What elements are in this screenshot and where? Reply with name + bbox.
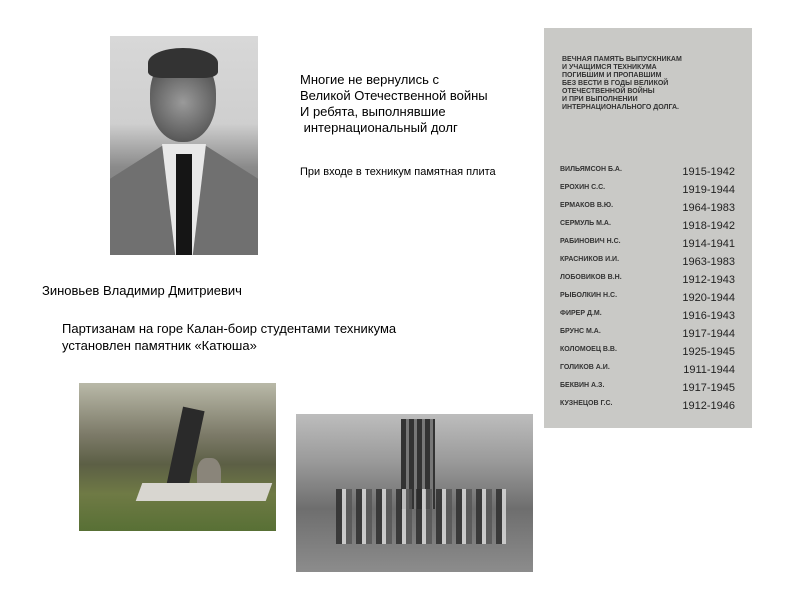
plaque-name: РЫБОЛКИН Н.С. (560, 292, 618, 299)
plaque-name: ЕРОХИН С.С. (560, 184, 606, 191)
plaque-years: 1916-1943 (682, 310, 735, 322)
plaque-name: БРУНС М.А. (560, 328, 601, 335)
plaque-years: 1963-1983 (682, 256, 735, 268)
text-line: Великой Отечественной войны (300, 88, 488, 103)
plaque-years: 1920-1944 (682, 292, 735, 304)
plaque-name: ЛОБОВИКОВ В.Н. (560, 274, 622, 281)
partisan-text (62, 320, 396, 354)
plaque-row (560, 328, 735, 340)
hair (148, 48, 218, 78)
plaque-years: 1964-1983 (682, 202, 735, 214)
plaque-years: 1915-1942 (682, 166, 735, 178)
plaque-name: ГОЛИКОВ А.И. (560, 364, 610, 371)
plaque-row (560, 292, 735, 304)
plaque-years: 1912-1946 (682, 400, 735, 412)
plaque-name: ВИЛЬЯМСОН Б.А. (560, 166, 622, 173)
plaque-years: 1918-1942 (682, 220, 735, 232)
plaque-years: 1917-1944 (682, 328, 735, 340)
plaque-row (560, 274, 735, 286)
plaque-name: ФИРЕР Д.М. (560, 310, 602, 317)
plaque-name: БЕКВИН А.З. (560, 382, 605, 389)
text-line: установлен памятник «Катюша» (62, 338, 257, 353)
monument-photo-color (79, 383, 276, 531)
plaque-name: ЕРМАКОВ В.Ю. (560, 202, 614, 209)
plaque-header-line: И ПРИ ВЫПОЛНЕНИИ (562, 96, 638, 103)
plaque-header-line: ПОГИБШИМ И ПРОПАВШИМ (562, 72, 662, 79)
plaque-row (560, 184, 735, 196)
plaque-name: СЕРМУЛЬ М.А. (560, 220, 611, 227)
plaque-row (560, 346, 735, 358)
plaque-name: КРАСНИКОВ И.И. (560, 256, 620, 263)
portrait-photo (110, 36, 258, 255)
plaque-header-line: БЕЗ ВЕСТИ В ГОДЫ ВЕЛИКОЙ (562, 80, 669, 87)
plaque-years: 1912-1943 (682, 274, 735, 286)
plaque-name: КУЗНЕЦОВ Г.С. (560, 400, 613, 407)
plaque-years: 1917-1945 (682, 382, 735, 394)
plaque-row (560, 238, 735, 250)
person-name: Зиновьев Владимир Дмитриевич (42, 283, 242, 298)
tie (176, 154, 192, 255)
memorial-plaque-photo (544, 28, 752, 428)
plaque-row (560, 166, 735, 178)
plaque-years: 1919-1944 (682, 184, 735, 196)
plaque-years: 1911-1944 (683, 364, 735, 376)
plaque-row (560, 382, 735, 394)
plaque-name: КОЛОМОЕЦ В.В. (560, 346, 617, 353)
plaque-row (560, 220, 735, 232)
monument-base (136, 483, 273, 501)
plaque-header-line: ОТЕЧЕСТВЕННОЙ ВОЙНЫ (562, 88, 655, 95)
plaque-row (560, 400, 735, 412)
plaque-header-line: ИНТЕРНАЦИОНАЛЬНОГО ДОЛГА. (562, 104, 680, 111)
plaque-row (560, 364, 735, 376)
students-group (336, 489, 506, 544)
plaque-row (560, 310, 735, 322)
plaque-years: 1914-1941 (682, 238, 735, 250)
text-line: Многие не вернулись с (300, 72, 439, 87)
plaque-header-line: ВЕЧНАЯ ПАМЯТЬ ВЫПУСКНИКАМ (562, 56, 682, 63)
plaque-row (560, 256, 735, 268)
text-line: интернациональный долг (300, 120, 458, 135)
plaque-row (560, 202, 735, 214)
text-line: Партизанам на горе Калан-боир студентами техникума (62, 321, 397, 336)
memorial-text (300, 72, 488, 136)
plaque-header (562, 56, 682, 112)
plaque-caption: При входе в техникум памятная плита (300, 166, 496, 178)
text-line: И ребята, выполнявшие (300, 104, 446, 119)
plaque-name: РАБИНОВИЧ Н.С. (560, 238, 621, 245)
monument-photo-bw (296, 414, 533, 572)
plaque-years: 1925-1945 (682, 346, 735, 358)
plaque-header-line: И УЧАЩИМСЯ ТЕХНИКУМА (562, 64, 657, 71)
